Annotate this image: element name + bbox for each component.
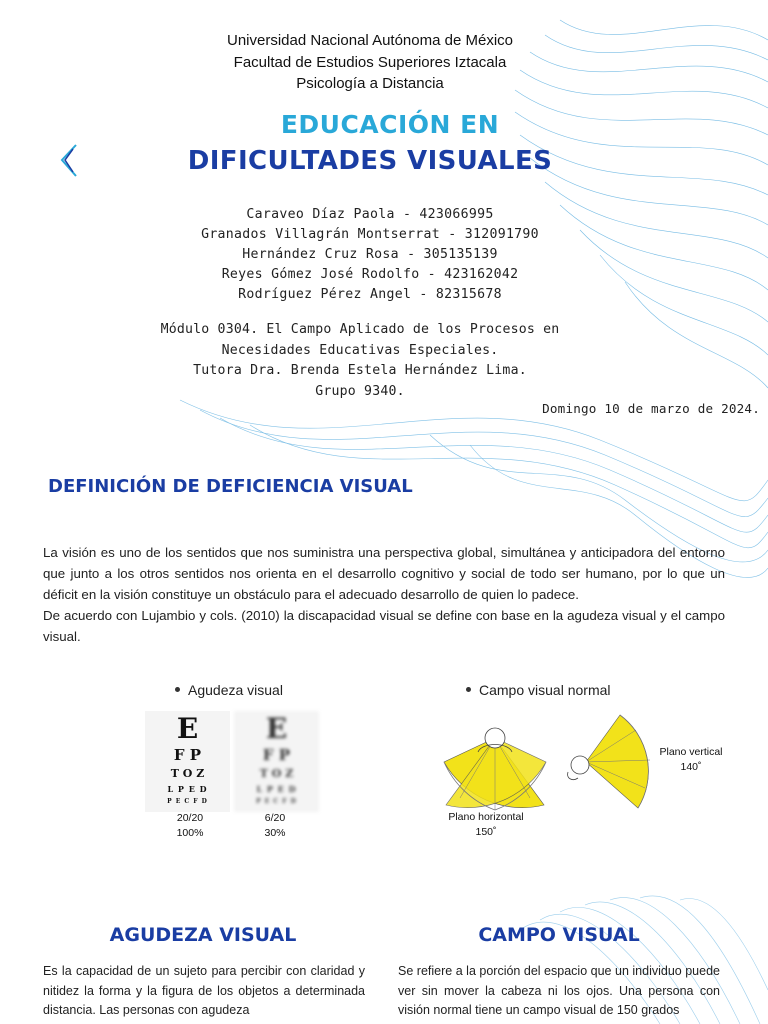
module-line: Necesidades Educativas Especiales. [221,342,499,358]
definition-text [43,542,725,647]
chart-row: L P E D [256,784,297,794]
agudeza-heading: AGUDEZA VISUAL [109,924,297,946]
definition-heading: DEFINICIÓN DE DEFICIENCIA VISUAL [48,476,413,497]
author: Rodríguez Pérez Angel - 82315678 [238,287,502,302]
module-line: Módulo 0304. El Campo Aplicado de los Procesos en [160,322,560,337]
bullet-label: Campo visual normal [479,682,611,698]
faculty-name: Facultad de Estudios Superiores Iztacala [233,53,507,71]
title-line-2: DIFICULTADES VISUALES [187,146,553,176]
program-name: Psicología a Distancia [296,75,444,92]
caption-blurred [245,811,305,841]
vertical-plane-value: 140˚ [680,761,702,773]
bullet-dot [466,687,471,692]
chart-row: P E C F D [256,798,297,805]
chart-row: T O Z [259,767,294,780]
eye-chart-blurred [234,711,319,812]
acuity-percent: 30% [264,827,286,839]
author: Reyes Gómez José Rodolfo - 423162042 [221,267,519,282]
acuity-value: 20/20 [176,812,204,824]
tutor-line: Tutora Dra. Brenda Estela Hernández Lima. [193,363,527,378]
bullet-label: Agudeza visual [188,682,283,698]
campo-paragraph: Se refiere a la porción del espacio que un individuo puede ver sin mover la cabeza ni los ojos. Una persona con visión normal tiene un campo visual de 150 grados [398,964,720,1017]
bullet-agudeza [175,682,283,698]
campo-heading: CAMPO VISUAL [478,924,640,946]
horizontal-plane-value: 150˚ [475,826,497,838]
horizontal-plane-label: Plano horizontal [448,811,524,823]
chart-row: F P [262,746,291,764]
campo-text [398,962,720,1021]
chart-row: L P E D [167,784,208,794]
chart-row: E [176,712,199,745]
title-line-1: EDUCACIÓN EN [280,110,500,139]
author: Caraveo Díaz Paola - 423066995 [246,207,494,222]
chart-row: F P [173,746,202,764]
agudeza-text [43,962,365,1021]
definition-paragraph: De acuerdo con Lujambio y cols. (2010) la discapacidad visual se define con base en la agudeza visual y el campo visual. [43,608,725,644]
date-line: Domingo 10 de marzo de 2024. [542,401,760,416]
author: Granados Villagrán Montserrat - 312091790 [201,227,539,242]
chart-row: P E C F D [167,798,208,805]
definition-paragraph: La visión es uno de los sentidos que nos suministra una perspectiva global, simultánea y anticipadora del entorno que junto a los otros sentidos nos orienta en el desarrollo cognitivo y social de todo ser humano, por lo que un déficit en la visión constituye un obstáculo para el adecuado desarrollo de quien lo padece. [43,545,725,602]
author: Hernández Cruz Rosa - 305135139 [242,247,498,262]
university-name: Universidad Nacional Autónoma de México [227,32,513,49]
horizontal-plane-caption [436,810,536,840]
module-info [120,320,600,402]
vertical-plane-caption [648,745,734,775]
vertical-plane-label: Plano vertical [659,746,723,758]
bullet-campo [466,682,611,698]
institution-header [150,30,590,95]
agudeza-paragraph: Es la capacidad de un sujeto para percibir con claridad y nitidez la forma y la figura de los objetos a determinada distancia. Las personas con agudeza [43,964,365,1017]
acuity-value: 6/20 [264,812,286,824]
chart-row: E [265,712,288,745]
acuity-percent: 100% [176,827,204,839]
chart-row: T O Z [170,767,205,780]
bullet-dot [175,687,180,692]
group-line: Grupo 9340. [315,383,405,399]
caption-sharp [160,811,220,841]
chevron-left-icon [58,143,82,179]
eye-chart-sharp [145,711,230,812]
authors-list [170,205,570,305]
